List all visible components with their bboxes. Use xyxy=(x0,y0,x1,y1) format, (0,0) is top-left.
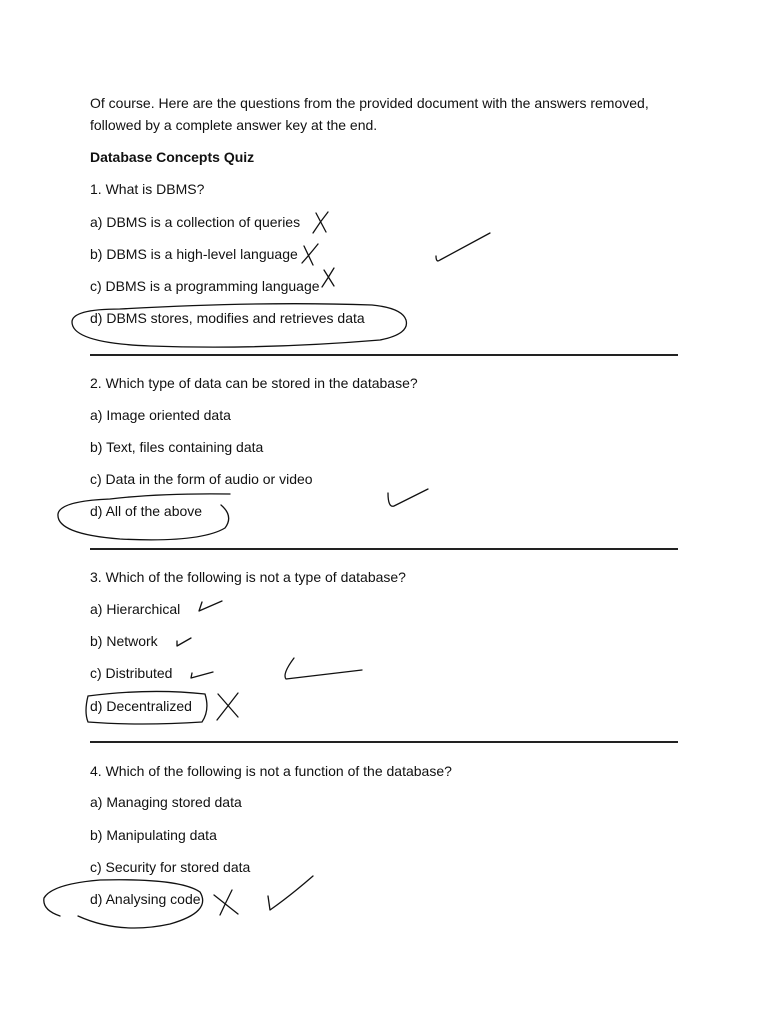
q2-option-b: b) Text, files containing data xyxy=(90,439,264,455)
check-mark xyxy=(199,601,222,611)
cross-mark xyxy=(322,268,334,287)
q3-option-c: c) Distributed xyxy=(90,665,173,681)
cross-mark xyxy=(217,693,238,720)
question-2: 2. Which type of data can be stored in the database? xyxy=(90,375,418,391)
check-mark xyxy=(285,658,362,679)
check-mark xyxy=(191,672,213,678)
q4-option-a: a) Managing stored data xyxy=(90,794,242,810)
q3-option-b: b) Network xyxy=(90,633,158,649)
q1-option-b: b) DBMS is a high-level language xyxy=(90,246,298,262)
intro-line-1: Of course. Here are the questions from the provided document with the answers removed, xyxy=(90,95,649,111)
q2-option-d: d) All of the above xyxy=(90,503,203,519)
q4-option-b: b) Manipulating data xyxy=(90,827,217,843)
check-mark xyxy=(268,876,313,910)
check-mark xyxy=(388,489,428,506)
q2-option-a: a) Image oriented data xyxy=(90,407,231,423)
check-mark xyxy=(177,638,191,646)
question-4: 4. Which of the following is not a function of the database? xyxy=(90,763,452,779)
intro-line-2: followed by a complete answer key at the end. xyxy=(90,117,378,133)
check-mark xyxy=(436,233,490,261)
quiz-title: Database Concepts Quiz xyxy=(90,149,255,165)
question-3: 3. Which of the following is not a type of database? xyxy=(90,569,406,585)
cross-mark xyxy=(214,890,238,915)
q1-option-c: c) DBMS is a programming language xyxy=(90,278,320,294)
q4-option-d: d) Analysing code xyxy=(90,891,201,907)
q4-option-c: c) Security for stored data xyxy=(90,859,251,875)
q3-option-d: d) Decentralized xyxy=(90,698,192,714)
section-divider xyxy=(90,741,678,743)
section-divider xyxy=(90,548,678,550)
intro-paragraph xyxy=(90,92,690,136)
question-1: 1. What is DBMS? xyxy=(90,181,205,197)
cross-mark xyxy=(313,212,328,233)
q3-option-a: a) Hierarchical xyxy=(90,601,181,617)
cross-mark xyxy=(302,244,318,265)
section-divider xyxy=(90,354,678,356)
q1-option-d: d) DBMS stores, modifies and retrieves data xyxy=(90,310,365,326)
q1-option-a: a) DBMS is a collection of queries xyxy=(90,214,301,230)
q2-option-c: c) Data in the form of audio or video xyxy=(90,471,313,487)
